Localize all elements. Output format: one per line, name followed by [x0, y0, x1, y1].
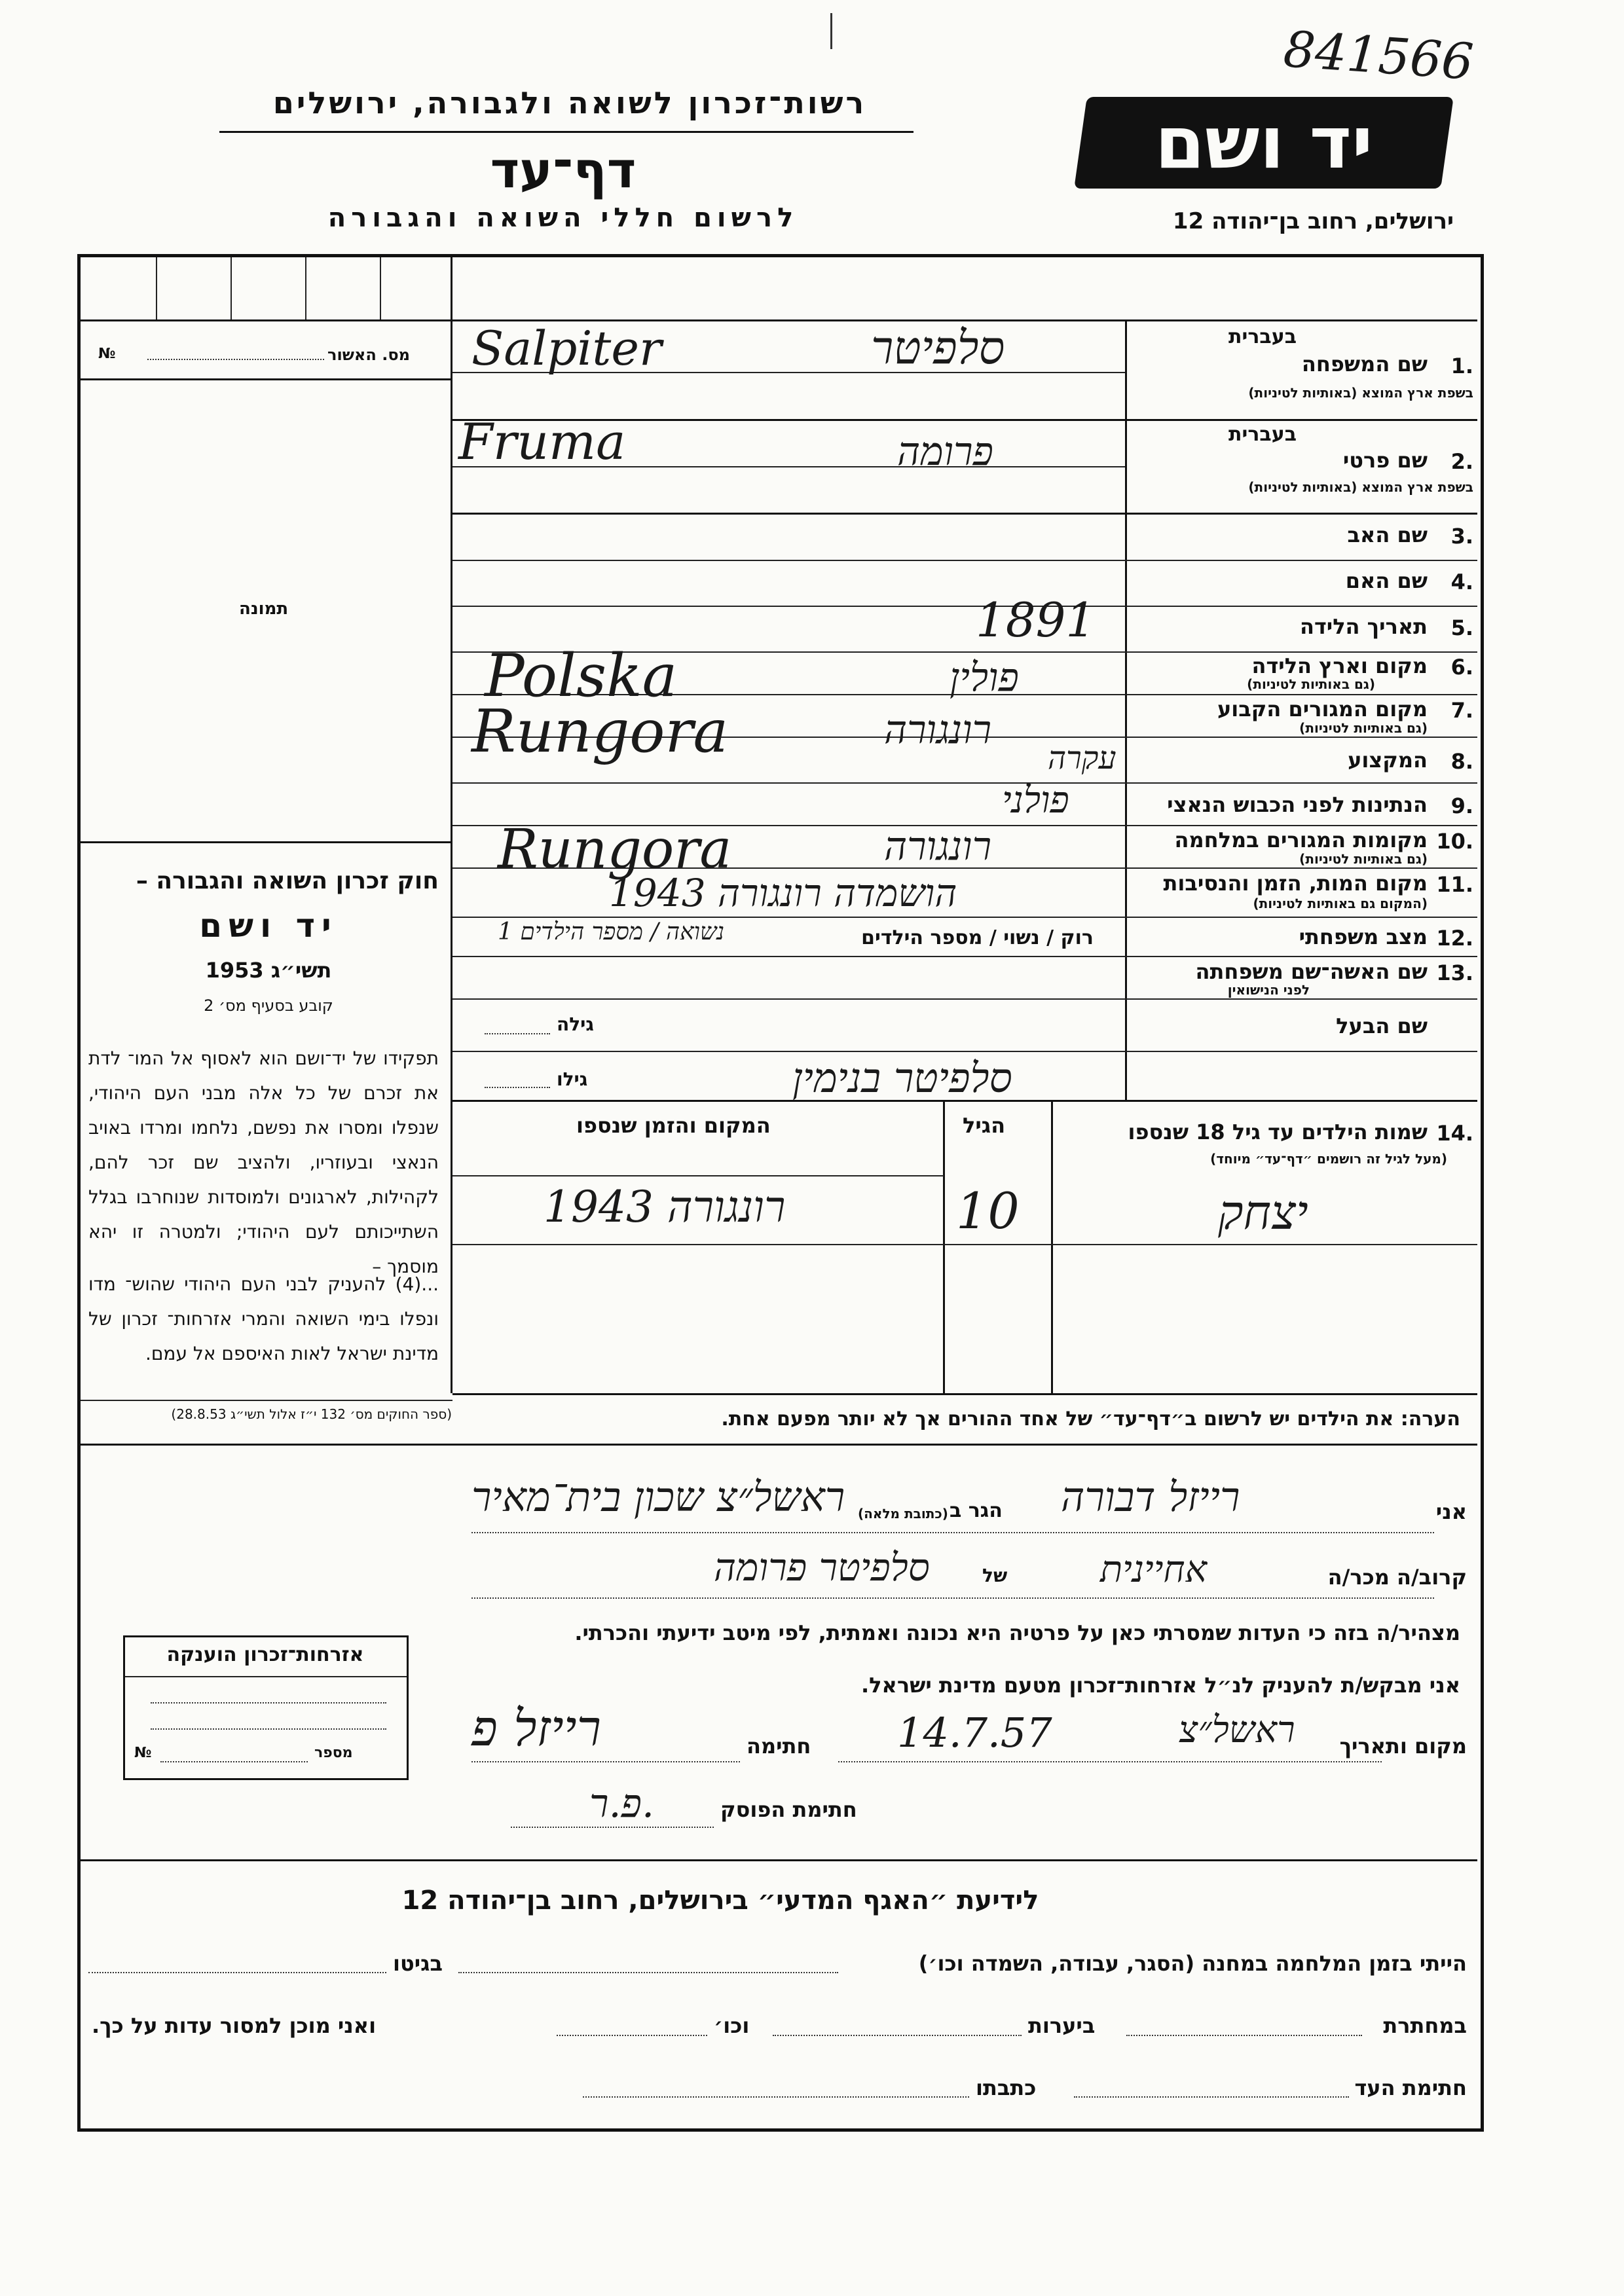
children-header-line — [452, 1175, 944, 1176]
marital-status-printed: רוק / נשוי / מספר הילדים — [861, 926, 1094, 949]
wife-age-field[interactable] — [485, 1033, 550, 1034]
field-1-note: בשפת ארץ המוצא (באותיות לטיניות) — [1248, 385, 1473, 401]
field-11-label: מקום המות, הזמן והנסיבות — [1163, 871, 1428, 896]
child-name[interactable]: יצחק — [1218, 1185, 1308, 1240]
law-reference: (ספר החוקים מס׳ 132 י״ז אלול תשי״ג 28.8.53) — [171, 1406, 452, 1422]
law-clause: קובע בסעיף מס׳ 2 — [204, 996, 333, 1015]
firstname-hebrew[interactable]: פרומה — [897, 429, 993, 475]
decl-i-label: אני — [1435, 1499, 1467, 1524]
field-2-note: בשפת ארץ המוצא (באותיות לטיניות) — [1248, 479, 1473, 495]
wife-age-label: גילה — [557, 1013, 594, 1035]
field-7-note: (גם באותיות לטיניות) — [1299, 720, 1428, 736]
law-name: יד ושם — [199, 907, 338, 945]
note-top — [452, 1393, 1477, 1395]
child-place[interactable]: רונגורה 1943 — [544, 1182, 786, 1232]
field-2-num: 2. — [1450, 449, 1473, 474]
field-9-num: 9. — [1450, 793, 1473, 818]
residence-latin[interactable]: Rungora — [471, 697, 729, 766]
law-paragraph-2: ...(4) להעניק לבני העם היהודי שהוש־ מדו ונפלו בימי השואה והמרי אזרחות־ זכרון של מדינת ישראל לאות האיספם אל עמם. — [88, 1273, 439, 1364]
decl-place-date-label: מקום ותאריך — [1339, 1734, 1467, 1758]
decl-lives-label: הגר ב — [950, 1499, 1003, 1522]
authority-name: רשות־זכרון לשואה ולגבורה, ירושלים — [272, 85, 867, 120]
field-1-num: 1. — [1450, 354, 1473, 378]
bottom-line2-a: במחתרת — [1383, 2013, 1467, 2038]
field-1-label: שם המשפחה — [1301, 352, 1428, 376]
war-residence-hebrew[interactable]: רונגורה — [884, 824, 992, 869]
logo-text: יד ושם — [1154, 101, 1373, 185]
bottom-line3-a: חתימת העד — [1354, 2075, 1467, 2100]
children-header-place: המקום והזמן שנספו — [576, 1113, 771, 1138]
field-5-label: תאריך הלידה — [1299, 614, 1428, 639]
field-9-label: הנתינות לפני הכבוש הנאצי — [1167, 792, 1428, 817]
children-row-line — [452, 1244, 1477, 1245]
citizenship-box-number-sign: № — [134, 1745, 152, 1761]
decl-statement: מצהיר/ה בזה כי העדות שמסרתי כאן על פרטיה היא נכונה ואמתית, לפי מיטב ידיעתי והכרתי. — [574, 1620, 1460, 1645]
children-header-note: (מעל לגיל זה רושמים ״דף־עד״ מיוחד) — [1210, 1151, 1447, 1167]
field-13-label: שם האשה־שם משפחתה — [1195, 959, 1428, 984]
citizenship-box-number-label: מספר — [314, 1745, 353, 1761]
note-top-2 — [81, 1400, 452, 1401]
bottom-witness-sig-field[interactable] — [1074, 2096, 1349, 2098]
witness-name[interactable]: רייזל דבורה — [1061, 1473, 1240, 1521]
bottom-line2-c: וכו׳ — [714, 2013, 750, 2038]
surname-latin[interactable]: Salpiter — [471, 321, 662, 376]
field-10-num: 10. — [1436, 829, 1473, 854]
decl-checker-sig[interactable]: פ.ר. — [589, 1781, 655, 1827]
field-13-note: לפני הנישואין — [1227, 982, 1310, 998]
field-3-num: 3. — [1450, 524, 1473, 549]
law-paragraph-1: תפקידו של יד־ושם הוא לאסוף אל המו־ לדת את זכרם של כל אלה מבני העם היהודי, שנפלו ומסרו את נפשם, נלחמו ומרדו באויב הנאצי ובעוזריו, ולהציב שם זכר להם, לקהילות, לארגונים ולמוסדות שנוחרבו בגלל השתייכותם לעם היהודי; ולמטרה זו יהא מוסמך – — [88, 1048, 439, 1277]
field-6-label: מקום וארץ הלידה — [1251, 653, 1428, 678]
bottom-section-top — [81, 1859, 1477, 1861]
husband-age-label: גילו — [557, 1068, 588, 1090]
birth-year[interactable]: 1891 — [976, 592, 1096, 647]
children-col-1 — [1051, 1102, 1053, 1393]
field-2-tag: בעברית — [1228, 423, 1297, 446]
address: ירושלים, רחוב בן־יהודה 12 — [1172, 208, 1454, 234]
note-bottom — [81, 1444, 1477, 1446]
relation-value[interactable]: אחיינית — [1100, 1548, 1208, 1591]
bottom-forest-field[interactable] — [773, 2035, 1022, 2036]
bottom-address-field[interactable] — [583, 2096, 969, 2098]
approval-bottom — [81, 378, 452, 380]
field-11-num: 11. — [1436, 872, 1473, 897]
marital-status-value[interactable]: נשואה / מספר הילדים 1 — [498, 919, 725, 945]
decl-address-note: (כתובת מלאה) — [858, 1506, 948, 1522]
residence-hebrew[interactable]: רונגורה — [884, 707, 992, 753]
reference-number: 841566 — [1282, 19, 1475, 92]
form-subtitle: לרשום חללי השואה והגבורה — [327, 203, 799, 233]
decl-place[interactable]: ראשל״צ — [1179, 1709, 1295, 1751]
field-3-label: שם האב — [1347, 522, 1428, 547]
field-12-num: 12. — [1436, 926, 1473, 951]
decl-request: אני מבקש/ת להעניק לנ״ל אזרחות־זכרון מטעם מדינת ישראל. — [861, 1673, 1460, 1698]
firstname-latin[interactable]: Fruma — [458, 412, 626, 471]
husband-label: שם הבעל — [1336, 1013, 1428, 1038]
witness-address-line — [471, 1532, 1434, 1533]
decl-date[interactable]: 14.7.57 — [897, 1709, 1052, 1757]
decl-signature-label: חתימה — [747, 1734, 811, 1758]
field-1-tag: בעברית — [1228, 325, 1297, 348]
field-10-label: מקומות המגורים במלחמה — [1174, 828, 1428, 852]
field-5-num: 5. — [1450, 615, 1473, 640]
citizenship-box-title: אזרחות־זכרון הוענקה — [166, 1643, 364, 1666]
decl-of-label: של — [982, 1565, 1008, 1586]
citizenship-number-field[interactable] — [160, 1761, 308, 1762]
field-12-label: מצב משפחתי — [1299, 924, 1428, 949]
field-6-note: (גם באותיות לטיניות) — [1247, 676, 1375, 692]
bottom-title: לידיעת ״האגף המדעי״ בירושלים, רחוב בן־יהודה 12 — [401, 1886, 1039, 1916]
bottom-ghetto-field[interactable] — [88, 1972, 386, 1973]
children-num: 14. — [1436, 1121, 1473, 1146]
bottom-line3-b: כתבתו — [976, 2075, 1037, 2100]
bottom-underground-field[interactable] — [1126, 2035, 1362, 2036]
approval-label: מס. האשור — [327, 346, 410, 364]
bottom-line2-d: ואני מוכן למסור עדות על כך. — [92, 2013, 377, 2038]
field-7-num: 7. — [1450, 698, 1473, 723]
citizenship-value[interactable]: פולני — [1002, 779, 1069, 822]
birthplace-latin[interactable]: Polska — [485, 642, 678, 710]
child-age[interactable]: 10 — [956, 1182, 1020, 1240]
field-8-num: 8. — [1450, 749, 1473, 774]
children-header-age: הגיל — [963, 1113, 1006, 1138]
field-7-label: מקום המגורים הקבוע — [1217, 697, 1428, 721]
approval-field[interactable] — [147, 359, 324, 360]
relation-of-value[interactable]: סלפיטר פרומה — [714, 1545, 930, 1590]
law-year: תשי״ג 1953 — [205, 958, 332, 983]
field-6-num: 6. — [1450, 655, 1473, 680]
surname-hebrew[interactable]: סלפיטר — [871, 321, 1005, 374]
children-col-2 — [943, 1102, 945, 1393]
death-details[interactable]: הושמדה רונגורה 1943 — [609, 871, 957, 915]
field-8-label: המקצוע — [1348, 748, 1428, 773]
checker-line — [511, 1827, 714, 1828]
birthplace-hebrew[interactable]: פולין — [950, 655, 1019, 701]
place-date-line — [838, 1761, 1382, 1762]
field-10-note: (גם באותיות לטיניות) — [1299, 851, 1428, 867]
bottom-line2-b: ביערות — [1028, 2013, 1096, 2038]
relation-line — [471, 1597, 1434, 1599]
approval-no-sign: № — [98, 346, 116, 362]
decl-checker-label: חתימת הפוסק — [720, 1797, 857, 1822]
witness-address[interactable]: ראשל״צ שכון בית־מאיר — [471, 1473, 845, 1521]
bottom-camp-field[interactable] — [458, 1972, 838, 1973]
top-strip-bottom — [81, 319, 452, 321]
field-4-num: 4. — [1450, 570, 1473, 594]
husband-name-value[interactable]: סלפיטר בנימין — [792, 1054, 1012, 1102]
authority-underline — [219, 131, 913, 133]
field-13-num: 13. — [1436, 960, 1473, 985]
photo-bottom — [81, 841, 452, 843]
war-residence-latin[interactable]: Rungora — [498, 818, 732, 881]
form-title: דף־עד — [490, 141, 637, 199]
note-text: הערה: את הילדים יש לרשום ב״דף־עד״ של אחד ההורים אך לא יותר מפעם אחת. — [721, 1408, 1460, 1430]
profession-value[interactable]: עקרה — [1048, 740, 1116, 776]
label-column-divider — [1125, 321, 1127, 1100]
tick-mark — [830, 13, 832, 49]
field-2-label: שם פרטי — [1342, 448, 1428, 473]
law-title: חוק זכרון השואה והגבורה – — [136, 867, 439, 894]
yad-vashem-logo — [1074, 97, 1454, 189]
children-header-name: שמות הילדים עד גיל 18 שנספו — [1128, 1120, 1428, 1144]
photo-label: תמונה — [239, 599, 289, 619]
decl-relative-label: קרוב/ה מכר/ה — [1327, 1565, 1467, 1590]
decl-signature[interactable]: רייזל פ — [471, 1699, 601, 1757]
bottom-etc-field[interactable] — [557, 2035, 707, 2036]
bottom-line1-b: בגיטו — [393, 1951, 443, 1976]
field-4-label: שם האם — [1345, 568, 1428, 593]
signature-line — [471, 1761, 740, 1762]
bottom-line1-a: הייתי בזמן המלחמה במחנה (הסגר, עבודה, השמדה וכו׳) — [918, 1951, 1467, 1976]
field-11-note: (המקום גם באותיות לטיניות) — [1253, 896, 1428, 911]
husband-age-field[interactable] — [485, 1087, 550, 1088]
